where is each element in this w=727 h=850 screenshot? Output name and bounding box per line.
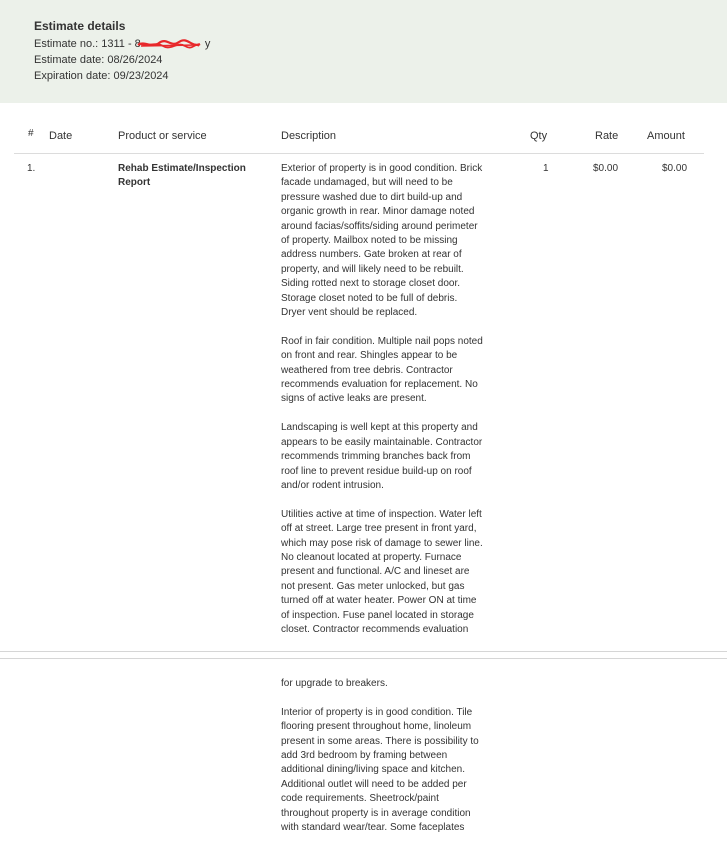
row-rate: $0.00 [593, 163, 619, 174]
description-paragraph-utilities: Utilities active at time of inspection. Water left off at street. Large tree present in front yard, which may pose risk of damage to sewer line. No cleanout located at property. Furnace present and functional. A/C and lineset are not present. Gas meter unlocked, but gas turned off at water heater. Power ON at time of inspection. Fuse panel located in storage closet. Contractor recommends evaluation [281, 508, 483, 635]
description-paragraph-landscaping: Landscaping is well kept at this property and appears to be easily maintainable. Contractor recommends trimming branches back from roof line to prevent residue build-up on roof and/or rodent intrusion. [281, 422, 483, 491]
row-description [281, 162, 484, 652]
estimate-number-label: Estimate no.: 1311 - 8 [34, 38, 141, 50]
description-paragraph-breakers: for upgrade to breakers. [281, 678, 388, 689]
row-description-continued [281, 677, 484, 850]
description-paragraph-roof: Roof in fair condition. Multiple nail pops noted on front and rear. Shingles appear to be weathered from tree debris. Contractor recommends evaluation for replacement. No signs of active leaks are present. [281, 335, 483, 405]
redaction-scribble-mark [137, 39, 201, 50]
row-qty: 1 [543, 163, 549, 174]
col-header-amount: Amount [647, 130, 685, 142]
col-header-qty: Qty [530, 130, 548, 142]
row-amount: $0.00 [662, 163, 688, 174]
col-header-description: Description [281, 130, 337, 142]
page-break-rule-bottom [0, 658, 727, 659]
col-header-date: Date [49, 130, 73, 142]
estimate-number [34, 38, 210, 50]
estimate-number-redacted [34, 38, 210, 50]
row-index: 1. [27, 163, 36, 174]
col-header-product: Product or service [118, 130, 207, 142]
estimate-details-title: Estimate details [34, 19, 126, 33]
description-paragraph-exterior: Exterior of property is in good condition. Brick facade undamaged, but will need to be pressure washed due to dirt build-up and organic growth in rear. Minor damage noted around facias/soffits/siding around perimeter of property. Mailbox noted to be missing address numbers. Gate broken at rear of property, and will likely need to be rebuilt. Siding rotted next to storage closet door. Storage closet noted to be full of debris. Dryer vent should be replaced. [281, 163, 483, 319]
col-header-rate: Rate [595, 130, 619, 142]
col-header-index: # [28, 128, 34, 139]
description-paragraph-interior: Interior of property is in good condition. Tile flooring present throughout home, linoleum present in some areas. There is possibility to add 3rd bedroom by framing between additional dining/living space and kitchen. Additional outlet will need to be added per code requirements. Sheetrock/paint throughout property is in average condition with standard wear/tear. Some faceplates [281, 706, 479, 834]
expiration-date: Expiration date: 09/23/2024 [34, 70, 169, 82]
header-divider [14, 153, 704, 154]
estimate-number-tail: y [204, 38, 211, 50]
page-break-rule-top [0, 651, 727, 652]
row-product: Rehab Estimate/Inspection Report [118, 163, 246, 189]
estimate-date: Estimate date: 08/26/2024 [34, 54, 163, 66]
estimate-details-header [0, 0, 727, 103]
